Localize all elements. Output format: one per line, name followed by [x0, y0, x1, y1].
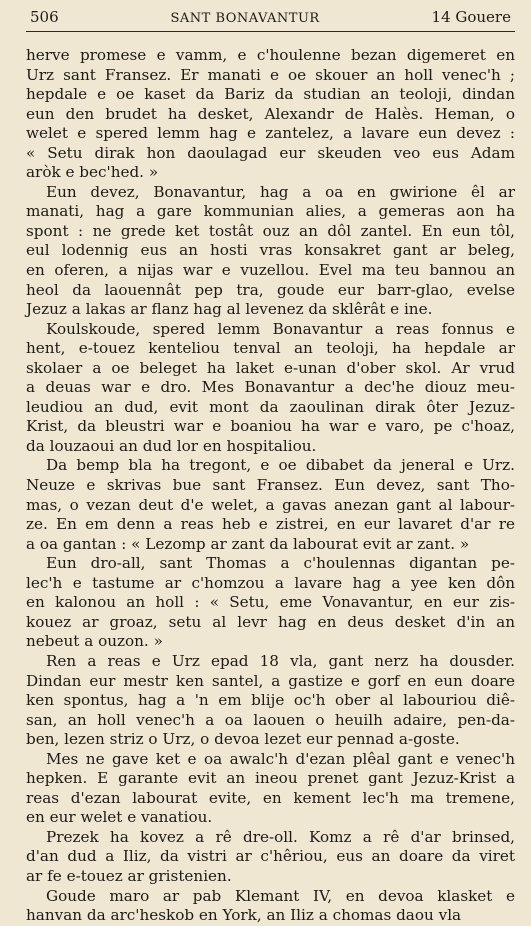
text-line: a oa gantan : « Lezomp ar zant da labourat evit ar zant. » [26, 534, 470, 553]
text-line: hepdale e oe kaset da Bariz da studian an teoloji, dindan [26, 85, 515, 104]
running-title: SANT BONAVANTUR [170, 11, 320, 26]
text-line: Mes ne gave ket e oa awalc'h d'ezan plêal gant e venec'h [46, 749, 515, 768]
text-line: Da bemp bla ha tregont, e oe dibabet da jeneral e Urz. [46, 456, 515, 475]
text-line: san, an holl venec'h a oa laouen o heuilh adaire, pen-da- [26, 710, 515, 729]
text-line: skolaer a oe beleget ha laket e-unan d'ober skol. Ar vrud [26, 358, 515, 377]
paragraph [26, 554, 515, 652]
text-line: reas d'ezan labourat evite, en kement lec'h ma tremene, [26, 788, 515, 807]
text-line: d'an dud a Iliz, da vistri ar c'hêriou, eus an doare da viret [26, 847, 515, 866]
text-line: Dindan eur mestr ken santel, a gastize e gorf en eun doare [26, 671, 515, 690]
text-line: ben, lezen striz o Urz, o devoa lezet eur pennad a-goste. [26, 730, 460, 749]
text-line: Eun devez, Bonavantur, hag a oa en gwirione êl ar [46, 182, 515, 201]
text-line: heol da laouennât pep tra, goude eur barr-glao, evelse [26, 280, 515, 299]
paragraph [26, 183, 515, 320]
text-line: hepken. E garante evit an ineou prenet gant Jezuz-Krist a [26, 769, 515, 788]
text-line: en kalonou an holl : « Setu, eme Vonavantur, en eur zis- [26, 593, 515, 612]
text-line: Prezek ha kovez a rê dre-oll. Komz a rê d'ar brinsed, [46, 827, 515, 846]
header-date: 14 Gouere [431, 8, 511, 26]
text-line: Ren a reas e Urz epad 18 vla, gant nerz ha dousder. [46, 651, 515, 670]
text-line: Goude maro ar pab Klemant IV, en devoa klasket e [46, 886, 515, 905]
text-line: a deuas war e dro. Mes Bonavantur a dec'he diouz meu- [26, 378, 515, 397]
text-line: kouez ar groaz, setu al levr hag en deus desket d'in an [26, 612, 515, 631]
text-line: mas, o vezan deut d'e welet, a gavas anezan gant al labour- [26, 495, 515, 514]
text-line: welet e spered lemm hag e zantelez, a lavare eun devez : [26, 124, 515, 143]
text-line: Urz sant Fransez. Er manati e oe skouer an holl venec'h ; [26, 65, 515, 84]
paragraph [26, 46, 515, 183]
text-line: leudiou an dud, evit mont da zaoulinan dirak ôter Jezuz- [26, 397, 515, 416]
text-line: en eur welet e vanatiou. [26, 808, 213, 827]
paragraph [26, 652, 515, 750]
text-line: Eun dro-all, sant Thomas a c'houlennas digantan pe- [46, 554, 515, 573]
text-line: nebeut a ouzon. » [26, 632, 163, 651]
text-line: hanvan da arc'heskob en York, an Iliz a chomas daou vla [26, 906, 462, 925]
page-number: 506 [30, 8, 59, 26]
paragraph [26, 320, 515, 457]
text-line: aròk e bec'hed. » [26, 163, 159, 182]
text-line: « Setu dirak hon daoulagad eur skeuden veo eus Adam [26, 143, 515, 162]
text-line: ar fe e-touez ar gristenien. [26, 866, 232, 885]
text-line: herve promese e vamm, e c'houlenne bezan digemeret en [26, 46, 515, 64]
running-header [26, 8, 515, 32]
text-line: ken spontus, hag a 'n em blije oc'h ober al labouriou diê- [26, 691, 515, 710]
text-line: Jezuz a lakas ar flanz hag al levenez da sklêrât e ine. [26, 300, 433, 319]
text-line: eul lodennig eus an hosti vras konsakret gant ar beleg, [26, 241, 515, 260]
paragraph [26, 456, 515, 554]
text-line: Koulskoude, spered lemm Bonavantur a reas fonnus e [46, 319, 515, 338]
text-line: en oferen, a nijas war e vuzellou. Evel ma teu bannou an [26, 261, 515, 280]
text-line: eun den brudet ha desket, Alexandr de Halès. Heman, o [26, 104, 515, 123]
paragraph [26, 887, 515, 926]
text-line: Neuze e skrivas bue sant Fransez. Eun devez, sant Tho- [26, 476, 515, 495]
text-line: hent, e-touez kenteliou tenval an teoloji, ha hepdale ar [26, 339, 515, 358]
paragraph [26, 750, 515, 828]
text-line: spont : ne grede ket tostât ouz an dôl zantel. En eun tôl, [26, 221, 515, 240]
text-line: lec'h e tastume ar c'homzou a lavare hag a yee ken dôn [26, 573, 515, 592]
text-line: Krist, da bleustri war e boaniou ha war e varo, pe c'hoaz, [26, 417, 515, 436]
text-line: ze. En em denn a reas heb e zistrei, en eur lavaret d'ar re [26, 515, 515, 534]
paragraph [26, 828, 515, 887]
text-line: manati, hag a gare kommunian alies, a gemeras aon ha [26, 202, 515, 221]
text-line: da louzaoui an dud lor en hospitaliou. [26, 436, 317, 455]
body-text [26, 46, 515, 926]
